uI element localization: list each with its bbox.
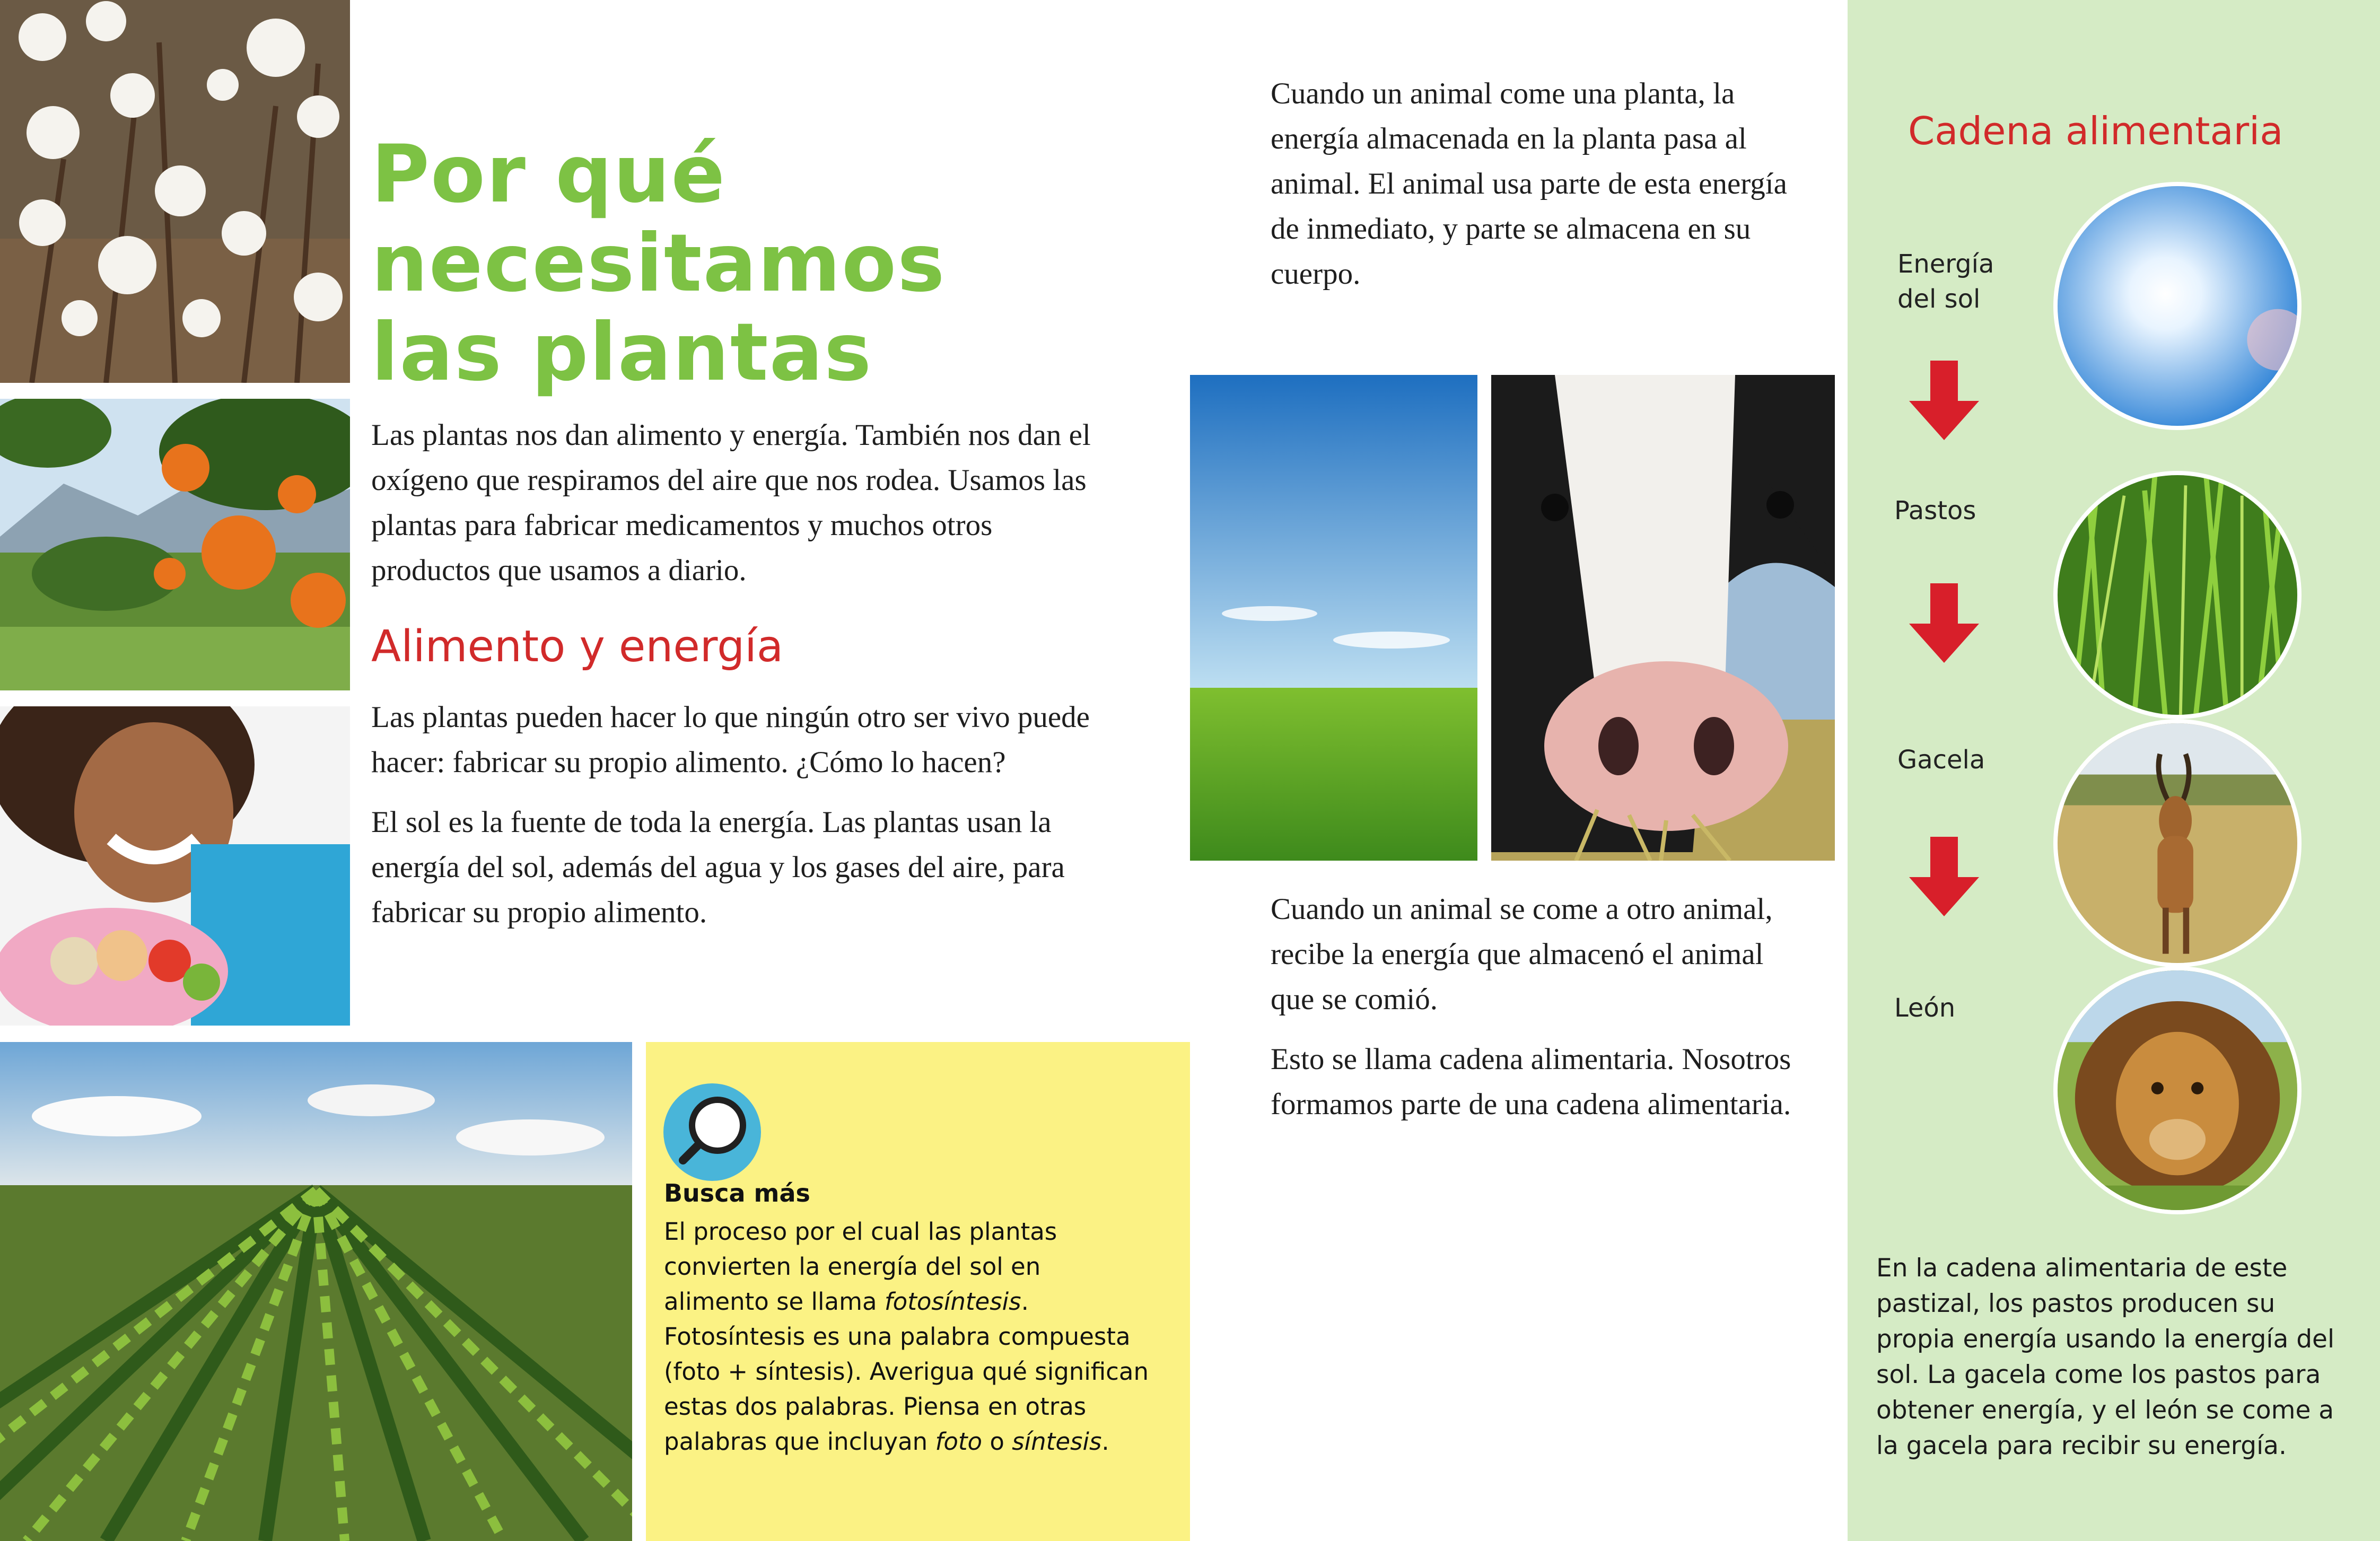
lion-circle-photo	[2053, 966, 2302, 1214]
girl-lunchbox-photo	[0, 706, 350, 1026]
title-line-2: necesitamos	[371, 217, 946, 310]
title-line-3: las plantas	[371, 307, 873, 399]
chain-label-sun: Energía del sol	[1897, 249, 1994, 314]
chain-label-grass: Pastos	[1894, 496, 1976, 526]
page-title	[371, 130, 1061, 397]
chain-label-lion: León	[1894, 993, 1956, 1023]
middle-paragraph-3: Esto se llama cadena alimentaria. Nosotros formamos parte de una cadena alimentaria.	[1271, 1043, 1791, 1121]
arrow-down-icon	[1907, 583, 1981, 664]
intro-paragraph	[371, 413, 1103, 608]
busca-mas-box	[646, 1042, 1190, 1541]
chain-label-gazelle: Gacela	[1897, 745, 1985, 775]
grassland-sky-photo	[1190, 375, 1477, 861]
title-line-1: Por qué	[371, 128, 727, 221]
food-chain-title: Cadena alimentaria	[1908, 109, 2283, 153]
food-chain-caption: En la cadena alimentaria de este pastizal, los pastos producen su propia energía usando la energía del sol. La gacela come los pastos para obtener energía, y el león se come a la gacela para recibir su energía.	[1876, 1254, 2335, 1460]
food-chain-panel	[1848, 0, 2380, 1541]
section-paragraph-1: Las plantas pueden hacer lo que ningún otro ser vivo puede hacer: fabricar su propio alimento. ¿Cómo lo hacen?	[371, 701, 1090, 779]
cotton-plant-photo	[0, 0, 350, 383]
crop-field-photo	[0, 1042, 632, 1541]
middle-paragraph-1: Cuando un animal come una planta, la energía almacenada en la planta pasa al animal. El animal usa parte de esta energía de inmediato, y parte se almacena en su cuerpo.	[1271, 77, 1787, 291]
cow-eating-grass-photo	[1491, 375, 1835, 861]
arrow-down-icon	[1907, 837, 1981, 917]
orange-tree-photo	[0, 399, 350, 690]
busca-text: El proceso por el cual las plantas convierten la energía del sol en alimento se llama fotosíntesis. Fotosíntesis es una palabra compuesta (foto + síntesis). Averigua qué significan estas dos palabras. Piensa en otras palabras que incluyan foto o síntesis.	[664, 1218, 1149, 1456]
sun-circle-photo	[2053, 182, 2302, 430]
intro-text: Las plantas nos dan alimento y energía. También nos dan el oxígeno que respiramos del aire que nos rodea. Usamos las plantas para fabricar medicamentos y muchos otros productos que usamos a diario.	[371, 418, 1091, 587]
section-heading: Alimento y energía	[371, 621, 784, 672]
gazelle-circle-photo	[2053, 719, 2302, 967]
arrow-down-icon	[1907, 361, 1981, 441]
busca-title: Busca más	[664, 1179, 810, 1207]
middle-paragraph-2: Cuando un animal se come a otro animal, recibe la energía que almacenó el animal que se comió.	[1271, 892, 1773, 1016]
magnifier-icon	[662, 1082, 763, 1183]
grass-circle-photo	[2053, 471, 2302, 719]
middle-text-block	[1271, 887, 1801, 1142]
section-body	[371, 695, 1103, 950]
section-paragraph-2: El sol es la fuente de toda la energía. Las plantas usan la energía del sol, además del agua y los gases del aire, para fabricar su propio alimento.	[371, 805, 1065, 929]
